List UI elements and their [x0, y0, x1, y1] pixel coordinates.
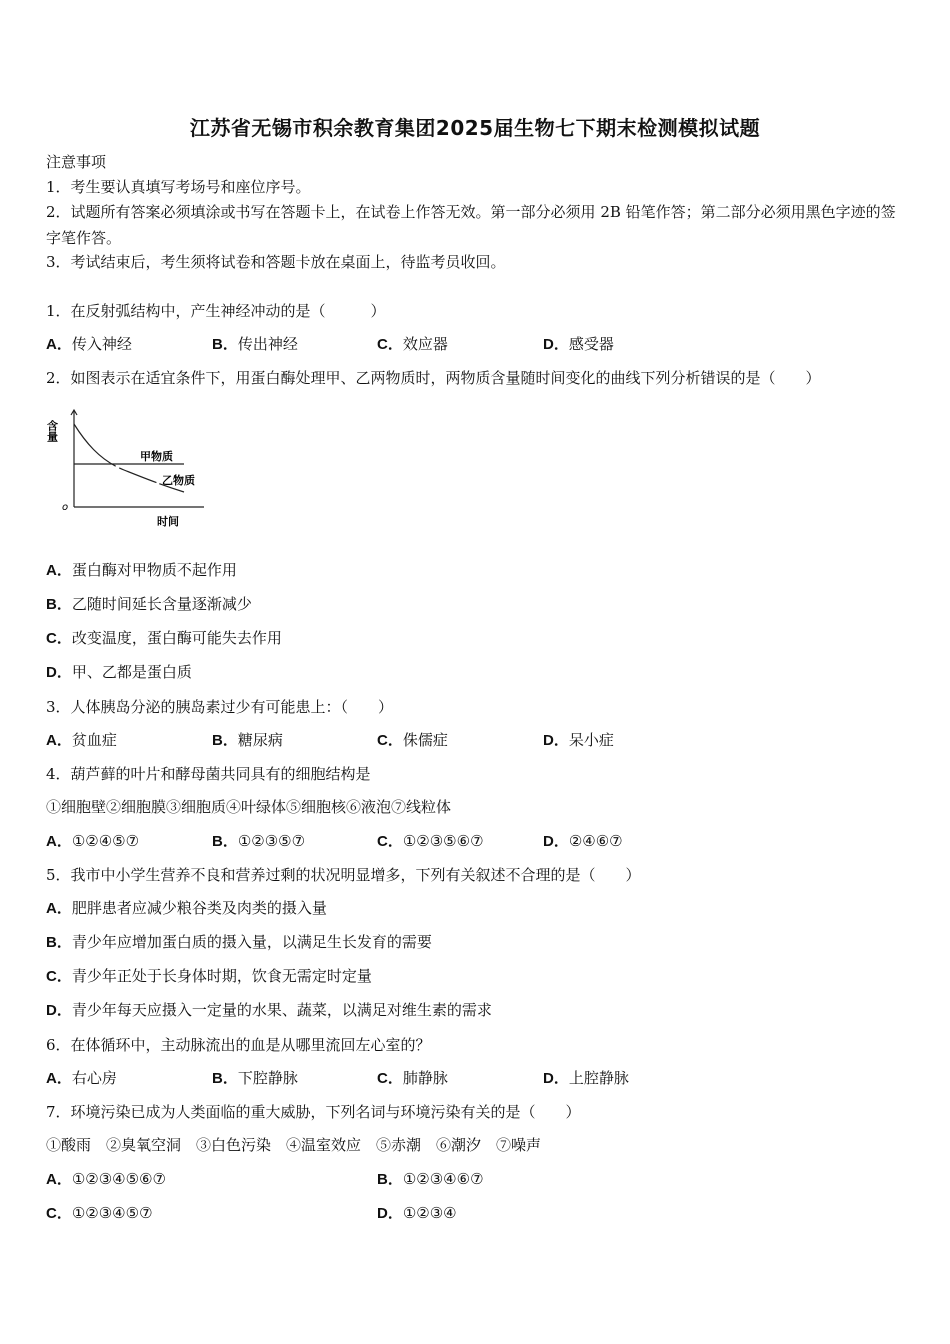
origin-label: o [62, 502, 69, 513]
option-b[interactable]: B．传出神经 [212, 335, 298, 353]
option-a[interactable]: A．①②③④⑤⑥⑦ [46, 1170, 166, 1188]
option-d[interactable]: D．甲、乙都是蛋白质 [46, 663, 192, 681]
content-curve-figure [44, 402, 219, 532]
question-7-stem: 7．环境污染已成为人类面临的重大威胁，下列名词与环境污染有关的是（ ） [46, 1103, 581, 1121]
option-a[interactable]: A．蛋白酶对甲物质不起作用 [46, 561, 237, 579]
series-a-label: 甲物质 [140, 450, 173, 463]
option-a[interactable]: A．传入神经 [46, 335, 132, 353]
option-c[interactable]: C．①②③④⑤⑦ [46, 1204, 153, 1222]
option-b[interactable]: B．糖尿病 [212, 731, 283, 749]
option-d[interactable]: D．青少年每天应摄入一定量的水果、蔬菜，以满足对维生素的需求 [46, 1001, 492, 1019]
x-axis-label: 时间 [157, 515, 179, 528]
option-c[interactable]: C．①②③⑤⑥⑦ [377, 832, 484, 850]
question-6-stem: 6．在体循环中，主动脉流出的血是从哪里流回左心室的？ [46, 1036, 431, 1054]
option-c[interactable]: C．效应器 [377, 335, 448, 353]
option-a[interactable]: A．右心房 [46, 1069, 117, 1087]
option-d[interactable]: D．上腔静脉 [543, 1069, 629, 1087]
option-a[interactable]: A．肥胖患者应减少粮谷类及肉类的摄入量 [46, 899, 327, 917]
option-c[interactable]: C．侏儒症 [377, 731, 448, 749]
option-d[interactable]: D．②④⑥⑦ [543, 832, 623, 850]
notice-heading: 注意事项 [46, 153, 107, 171]
option-d[interactable]: D．呆小症 [543, 731, 614, 749]
notice-item: 2．试题所有答案必须填涂或书写在答题卡上，在试卷上作答无效。第一部分必须用 2B 铅笔作答；第二部分必须用黑色字迹的签字笔作答。 [46, 203, 896, 247]
option-b[interactable]: B．青少年应增加蛋白质的摄入量，以满足生长发育的需要 [46, 933, 432, 951]
option-b[interactable]: B．乙随时间延长含量逐渐减少 [46, 595, 252, 613]
option-b[interactable]: B．①②③⑤⑦ [212, 832, 306, 850]
question-1-stem: 1．在反射弧结构中，产生神经冲动的是（ ） [46, 302, 386, 320]
question-3-stem: 3．人体胰岛分泌的胰岛素过少有可能患上：（ ） [46, 698, 394, 716]
page-title: 江苏省无锡市积余教育集团2025届生物七下期末检测模拟试题 [189, 116, 761, 140]
option-a[interactable]: A．贫血症 [46, 731, 117, 749]
series-b-label: 乙物质 [162, 474, 195, 487]
option-d[interactable]: D．感受器 [543, 335, 614, 353]
option-c[interactable]: C．青少年正处于长身体时期，饮食无需定时定量 [46, 967, 372, 985]
option-b[interactable]: B．下腔静脉 [212, 1069, 298, 1087]
y-axis-label: 含量 [45, 420, 59, 442]
notice-item: 1．考生要认真填写考场号和座位序号。 [46, 178, 311, 196]
notice-item: 3．考试结束后，考生须将试卷和答题卡放在桌面上，待监考员收回。 [46, 253, 506, 271]
question-7-items: ①酸雨 ②臭氧空洞 ③白色污染 ④温室效应 ⑤赤潮 ⑥潮汐 ⑦噪声 [46, 1136, 542, 1154]
option-a[interactable]: A．①②④⑤⑦ [46, 832, 140, 850]
option-d[interactable]: D．①②③④ [377, 1204, 457, 1222]
question-4-stem: 4．葫芦藓的叶片和酵母菌共同具有的细胞结构是 [46, 765, 371, 783]
question-2-stem: 2．如图表示在适宜条件下，用蛋白酶处理甲、乙两物质时，两物质含量随时间变化的曲线下列分析错误的是（ ） [46, 369, 821, 387]
question-4-items: ①细胞壁②细胞膜③细胞质④叶绿体⑤细胞核⑥液泡⑦线粒体 [46, 798, 452, 816]
option-c[interactable]: C．肺静脉 [377, 1069, 448, 1087]
option-b[interactable]: B．①②③④⑥⑦ [377, 1170, 484, 1188]
option-c[interactable]: C．改变温度，蛋白酶可能失去作用 [46, 629, 282, 647]
question-5-stem: 5．我市中小学生营养不良和营养过剩的状况明显增多，下列有关叙述不合理的是（ ） [46, 866, 641, 884]
